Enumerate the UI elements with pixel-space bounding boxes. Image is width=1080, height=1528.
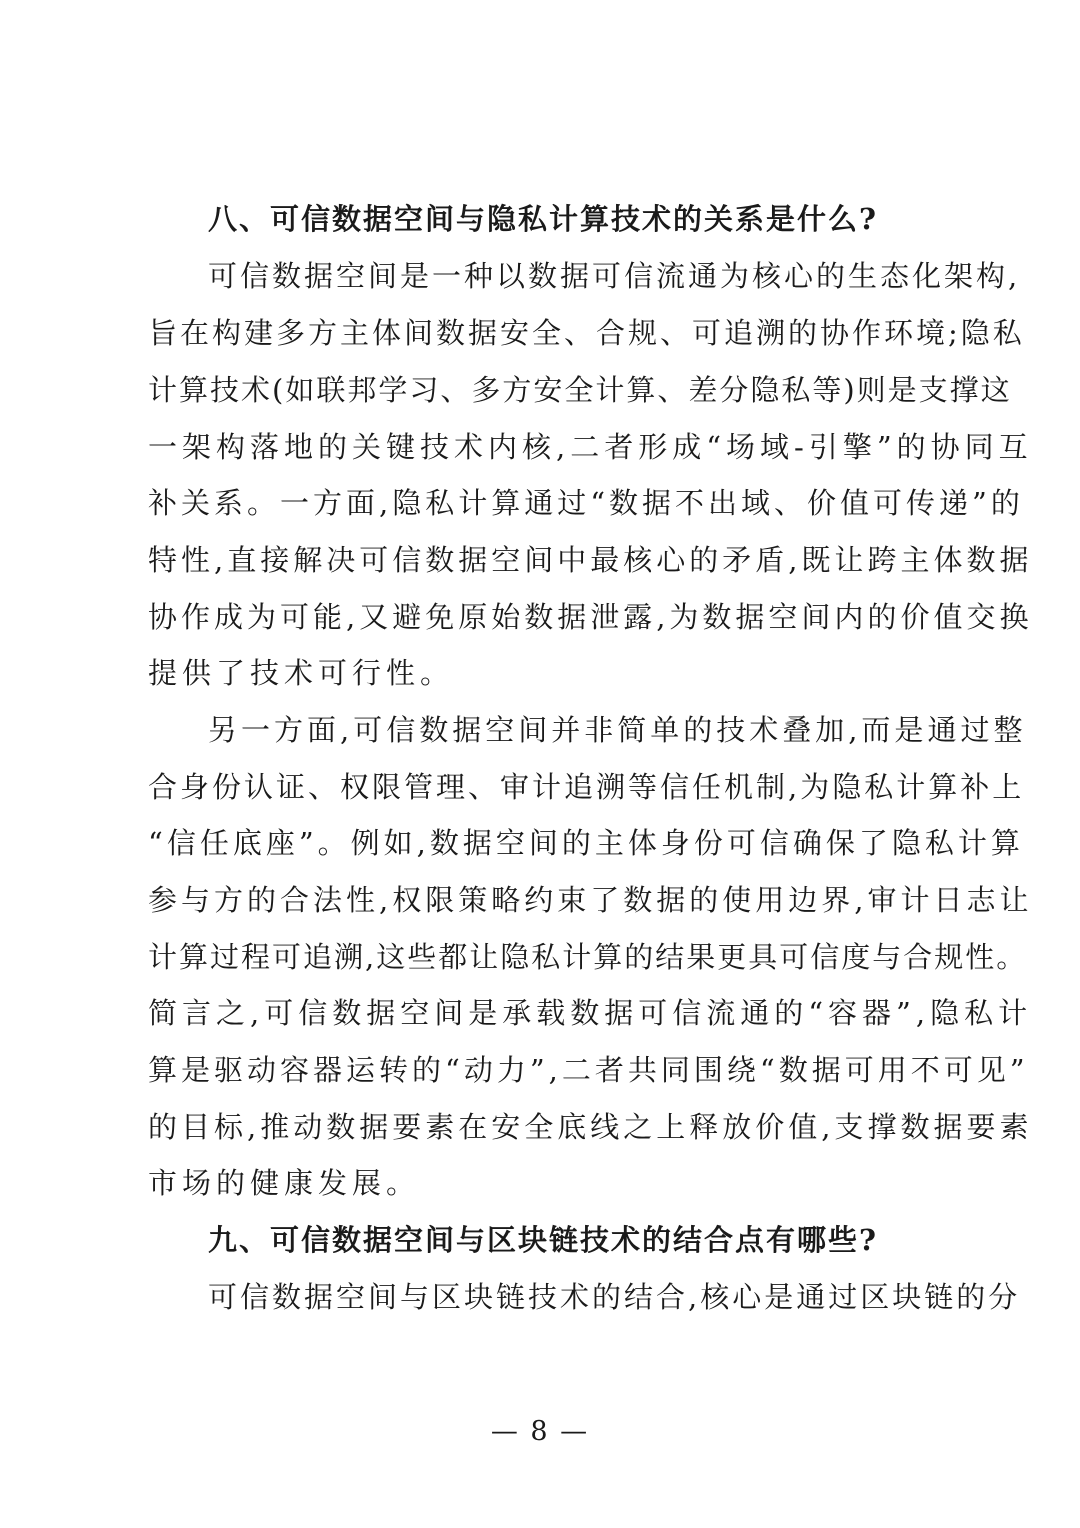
paragraph-line: 参与方的合法性,权限策略约束了数据的使用边界,审计日志让 — [148, 883, 1033, 917]
section-8-heading: 八、可信数据空间与隐私计算技术的关系是什么? — [208, 202, 878, 236]
paragraph-line: 可信数据空间与区块链技术的结合,核心是通过区块链的分 — [208, 1280, 1021, 1314]
page-number: — 8 — — [490, 1416, 590, 1447]
paragraph-line: 另一方面,可信数据空间并非简单的技术叠加,而是通过整 — [208, 713, 1027, 747]
paragraph-line: 特性,直接解决可信数据空间中最核心的矛盾,既让跨主体数据 — [148, 543, 1033, 577]
paragraph-line: 的目标,推动数据要素在安全底线之上释放价值,支撑数据要素 — [148, 1110, 1033, 1144]
paragraph-line: 简言之,可信数据空间是承载数据可信流通的“容器”,隐私计 — [148, 996, 1033, 1030]
paragraph-line: 补关系。一方面,隐私计算通过“数据不出域、价值可传递”的 — [148, 486, 1024, 520]
paragraph-line: 计算技术(如联邦学习、多方安全计算、差分隐私等)则是支撑这 — [148, 373, 1012, 407]
section-9-heading: 九、可信数据空间与区块链技术的结合点有哪些? — [208, 1223, 878, 1257]
paragraph-line: 旨在构建多方主体间数据安全、合规、可追溯的协作环境;隐私 — [148, 316, 1025, 350]
paragraph-line: 提供了技术可行性。 — [148, 656, 455, 690]
paragraph-line: 计算过程可追溯,这些都让隐私计算的结果更具可信度与合规性。 — [148, 940, 1028, 974]
paragraph-line: 合身份认证、权限管理、审计追溯等信任机制,为隐私计算补上 — [148, 770, 1025, 804]
paragraph-line: 协作成为可能,又避免原始数据泄露,为数据空间内的价值交换 — [148, 600, 1033, 634]
paragraph-line: 算是驱动容器运转的“动力”,二者共同围绕“数据可用不可见” — [148, 1053, 1029, 1087]
paragraph-line: 市场的健康发展。 — [148, 1166, 421, 1200]
paragraph-line: 一架构落地的关键技术内核,二者形成“场域-引擎”的协同互 — [148, 430, 1033, 464]
paragraph-line: “信任底座”。例如,数据空间的主体身份可信确保了隐私计算 — [148, 826, 1024, 860]
paragraph-line: 可信数据空间是一种以数据可信流通为核心的生态化架构, — [208, 259, 1021, 293]
